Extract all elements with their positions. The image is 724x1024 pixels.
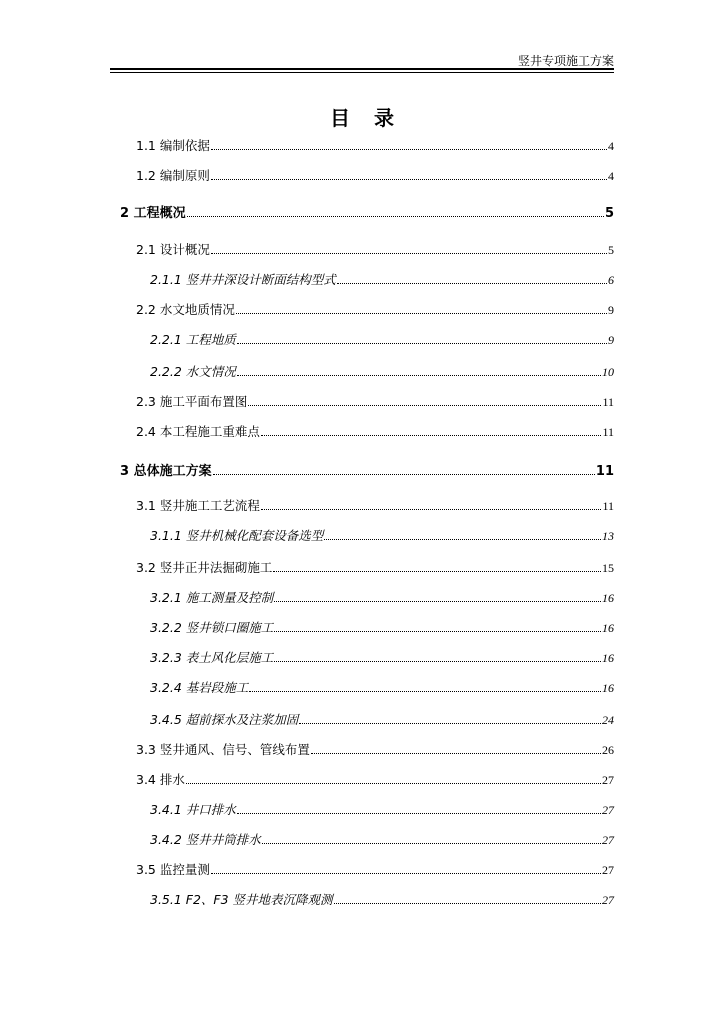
toc-dot-leader xyxy=(211,873,601,874)
toc-entry-label: 2 工程概况 xyxy=(120,206,186,221)
toc-entry[interactable] xyxy=(150,830,614,848)
toc-entry-page: 16 xyxy=(602,621,614,635)
toc-entry-label: 3.4.1 井口排水 xyxy=(150,802,236,817)
toc-entry-page: 26 xyxy=(602,743,614,757)
toc-entry-page: 6 xyxy=(608,273,614,287)
toc-entry[interactable] xyxy=(136,166,614,184)
toc-dot-leader xyxy=(187,216,604,217)
toc-entry-label: 3.2.4 基岩段施工 xyxy=(150,680,249,695)
toc-entry-label: 3.4.2 竖井井筒排水 xyxy=(150,832,261,847)
toc-entry-label: 2.1 设计概况 xyxy=(136,242,210,257)
toc-entry[interactable] xyxy=(150,588,614,606)
toc-entry[interactable] xyxy=(150,618,614,636)
toc-dot-leader xyxy=(211,179,607,180)
toc-entry[interactable] xyxy=(150,710,614,728)
toc-entry[interactable] xyxy=(150,800,614,818)
toc-dot-leader xyxy=(186,783,601,784)
toc-dot-leader xyxy=(337,283,607,284)
toc-dot-leader xyxy=(249,691,601,692)
toc-entry-page: 9 xyxy=(608,333,614,347)
toc-dot-leader xyxy=(274,661,601,662)
toc-dot-leader xyxy=(273,571,601,572)
toc-entry-page: 11 xyxy=(602,425,614,439)
toc-entry[interactable] xyxy=(136,240,614,258)
toc-entry-label: 2.2.2 水文情况 xyxy=(150,364,236,379)
toc-entry-page: 16 xyxy=(602,591,614,605)
toc-entry-label: 3.2 竖井正井法掘砌施工 xyxy=(136,560,273,575)
toc-dot-leader xyxy=(237,343,607,344)
toc-entry[interactable] xyxy=(136,422,614,440)
toc-entry-page: 16 xyxy=(602,681,614,695)
toc-entry-page: 11 xyxy=(602,499,614,513)
toc-dot-leader xyxy=(274,601,601,602)
toc-dot-leader xyxy=(237,375,601,376)
toc-entry-page: 5 xyxy=(608,243,614,257)
toc-entry-label: 2.1.1 竖井井深设计断面结构型式 xyxy=(150,272,336,287)
toc-dot-leader xyxy=(274,631,601,632)
toc-dot-leader xyxy=(211,253,607,254)
toc-entry[interactable] xyxy=(136,136,614,154)
toc-entry-label: 2.4 本工程施工重难点 xyxy=(136,424,260,439)
toc-entry[interactable] xyxy=(150,648,614,666)
toc-entry-page: 13 xyxy=(602,529,614,543)
toc-entry[interactable] xyxy=(120,460,614,479)
toc-entry-label: 3.4.5 超前探水及注浆加固 xyxy=(150,712,299,727)
toc-entry-page: 9 xyxy=(608,303,614,317)
toc-dot-leader xyxy=(248,405,601,406)
toc-entry[interactable] xyxy=(120,202,614,221)
toc-entry-page: 5 xyxy=(604,206,614,221)
toc-entry-page: 27 xyxy=(602,863,614,877)
toc-entry-page: 27 xyxy=(602,803,614,817)
toc-dot-leader xyxy=(237,813,601,814)
toc-entry-label: 3.2.3 表土风化层施工 xyxy=(150,650,274,665)
toc-entry[interactable] xyxy=(150,678,614,696)
toc-entry-label: 3.1 竖井施工工艺流程 xyxy=(136,498,260,513)
toc-dot-leader xyxy=(236,313,607,314)
toc-entry-label: 2.3 施工平面布置图 xyxy=(136,394,248,409)
toc-entry-label: 3.2.1 施工测量及控制 xyxy=(150,590,274,605)
toc-entry[interactable] xyxy=(136,740,614,758)
toc-entry[interactable] xyxy=(136,558,614,576)
toc-entry-label: 2.2.1 工程地质 xyxy=(150,332,236,347)
toc-entry-label: 3.3 竖井通风、信号、管线布置 xyxy=(136,742,310,757)
toc-entry-page: 27 xyxy=(602,833,614,847)
toc-entry-page: 15 xyxy=(602,561,614,575)
toc-entry[interactable] xyxy=(136,860,614,878)
toc-entry[interactable] xyxy=(136,300,614,318)
toc-dot-leader xyxy=(213,474,595,475)
toc-entry[interactable] xyxy=(150,526,614,544)
toc-entry-page: 4 xyxy=(608,139,614,153)
toc-entry-label: 3.5 监控量测 xyxy=(136,862,210,877)
toc-entry[interactable] xyxy=(150,890,614,908)
toc-dot-leader xyxy=(261,509,602,510)
toc-entry-label: 3.1.1 竖井机械化配套设备选型 xyxy=(150,528,324,543)
toc-entry-page: 24 xyxy=(602,713,614,727)
toc-entry-label: 3.5.1 F2、F3 竖井地表沉降观测 xyxy=(150,892,333,907)
running-header: 竖井专项施工方案 xyxy=(517,54,614,68)
toc-dot-leader xyxy=(261,435,602,436)
toc-dot-leader xyxy=(211,149,607,150)
toc-entry[interactable] xyxy=(136,770,614,788)
toc-dot-leader xyxy=(262,843,601,844)
toc-entry[interactable] xyxy=(136,392,614,410)
toc-entry-page: 4 xyxy=(608,169,614,183)
toc-dot-leader xyxy=(311,753,601,754)
page-title: 目录 xyxy=(330,106,418,130)
toc-entry-page: 27 xyxy=(602,773,614,787)
toc-entry-label: 3.4 排水 xyxy=(136,772,185,787)
toc-entry-label: 1.2 编制原则 xyxy=(136,168,210,183)
toc-entry-page: 11 xyxy=(595,464,614,479)
toc-entry[interactable] xyxy=(150,270,614,288)
toc-entry[interactable] xyxy=(150,330,614,348)
toc-entry-label: 2.2 水文地质情况 xyxy=(136,302,235,317)
toc-entry-label: 3 总体施工方案 xyxy=(120,464,212,479)
toc-entry[interactable] xyxy=(150,362,614,380)
toc-entry-page: 16 xyxy=(602,651,614,665)
toc-dot-leader xyxy=(324,539,601,540)
toc-entry-page: 27 xyxy=(602,893,614,907)
toc-entry[interactable] xyxy=(136,496,614,514)
toc-dot-leader xyxy=(299,723,601,724)
toc-entry-label: 1.1 编制依据 xyxy=(136,138,210,153)
toc-entry-label: 3.2.2 竖井锁口圈施工 xyxy=(150,620,274,635)
toc-entry-page: 10 xyxy=(602,365,614,379)
toc-dot-leader xyxy=(334,903,601,904)
toc-entry-page: 11 xyxy=(602,395,614,409)
